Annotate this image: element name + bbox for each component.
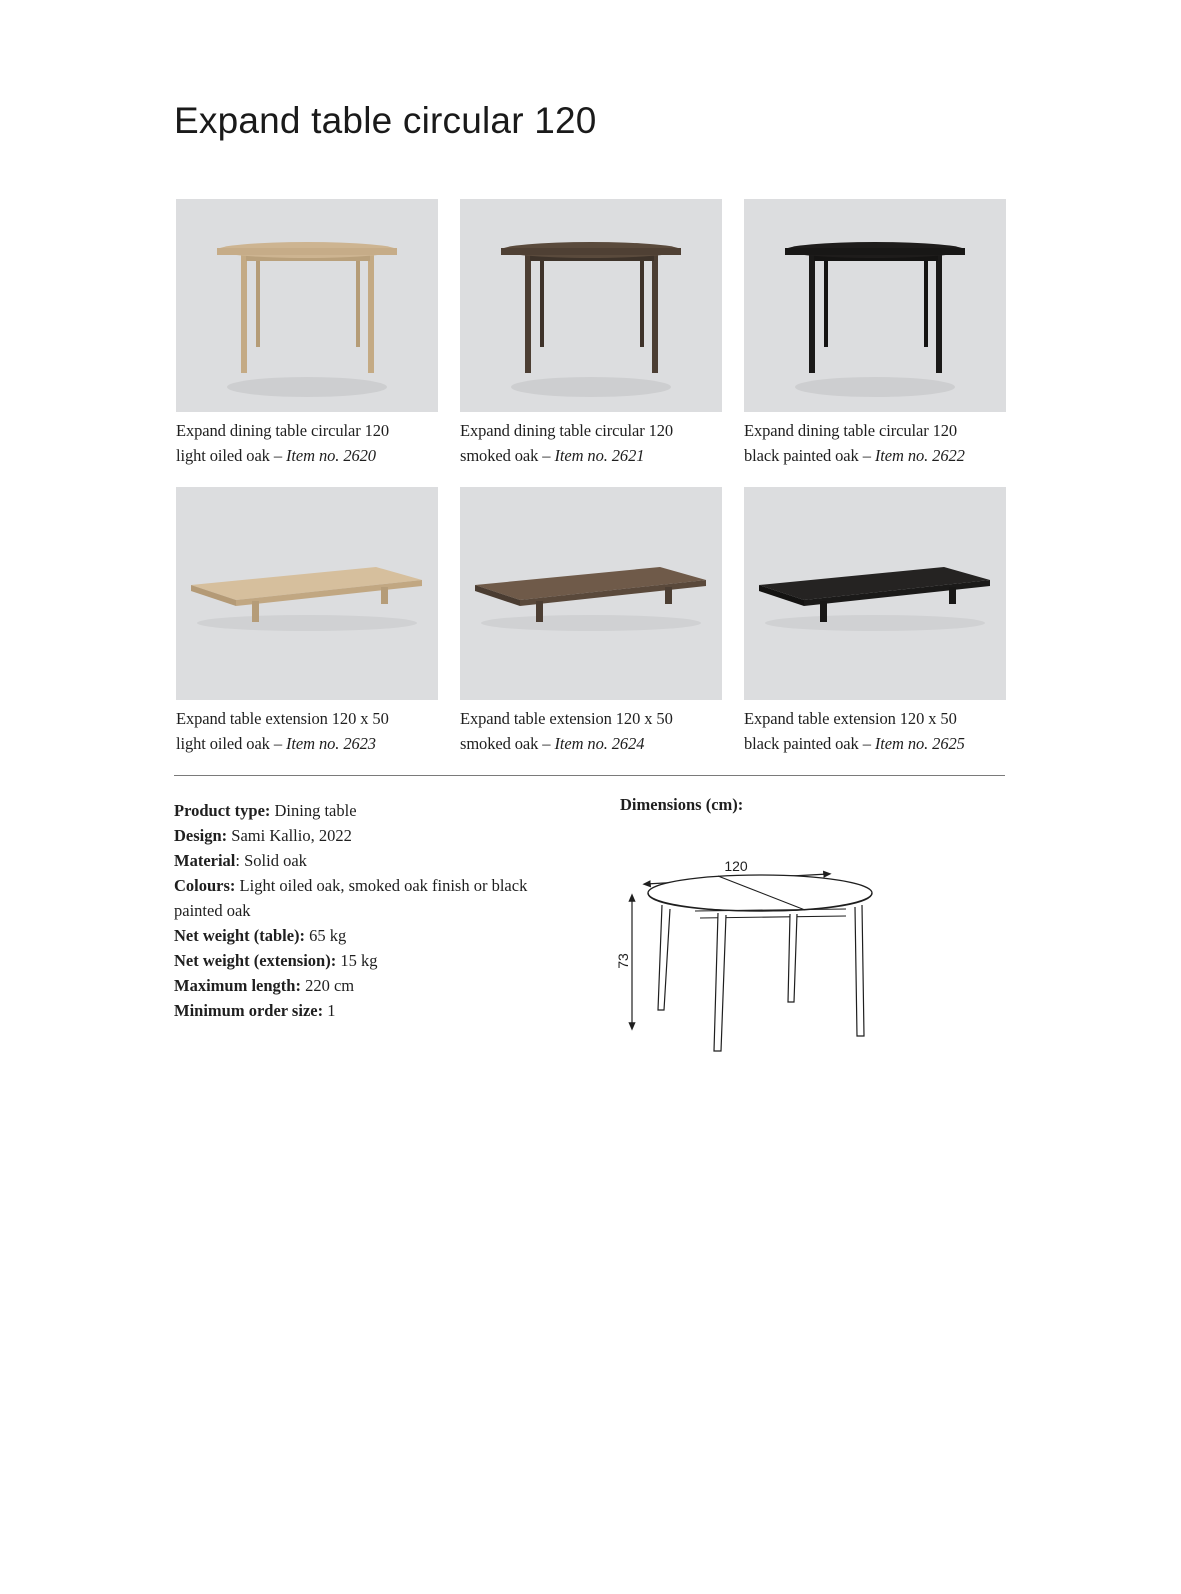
caption-separator: – [858, 734, 875, 753]
caption-separator: – [858, 446, 875, 465]
product-finish: light oiled oak [176, 734, 270, 753]
product-photo [744, 199, 1006, 412]
table-image [744, 199, 1006, 412]
product-photo [744, 487, 1006, 700]
caption-separator: – [269, 734, 287, 753]
product-name: Expand table extension 120 x 50 [744, 709, 957, 728]
product-finish: black painted oak [744, 734, 859, 753]
item-number: Item no. 2625 [874, 734, 965, 753]
table-image [176, 199, 438, 412]
product-caption [176, 418, 438, 468]
spec-list [174, 798, 574, 1023]
product-finish: smoked oak [460, 446, 539, 465]
product-name: Expand dining table circular 120 [460, 421, 674, 440]
product-name: Expand dining table circular 120 [176, 421, 390, 440]
caption-separator: – [538, 446, 555, 465]
product-finish: light oiled oak [176, 446, 270, 465]
product-name: Expand dining table circular 120 [744, 421, 958, 440]
height-label: 73 [615, 953, 631, 969]
item-number: Item no. 2622 [874, 446, 965, 465]
item-number: Item no. 2620 [286, 446, 376, 465]
product-caption [460, 706, 722, 756]
extension-image [744, 487, 1006, 700]
product-name: Expand table extension 120 x 50 [176, 709, 389, 728]
width-label: 120 [724, 858, 748, 874]
extension-image [460, 487, 722, 700]
spec-design: Design: Sami Kallio, 2022 [174, 826, 352, 845]
product-name: Expand table extension 120 x 50 [460, 709, 673, 728]
product-photo [176, 199, 438, 412]
spec-net-weight-table: Net weight (table): 65 kg [174, 926, 347, 945]
page-title: Expand table circular 120 [174, 100, 597, 141]
product-card [744, 199, 1006, 468]
product-card [460, 199, 722, 468]
product-caption [460, 418, 722, 468]
item-number: Item no. 2623 [286, 734, 376, 753]
product-card [744, 487, 1006, 756]
product-photo [460, 487, 722, 700]
product-card [176, 487, 438, 756]
spec-maximum-length: Maximum length: 220 cm [174, 976, 355, 995]
dimension-drawing [610, 855, 910, 1075]
extension-image [176, 487, 438, 700]
section-divider [174, 775, 1005, 776]
spec-minimum-order: Minimum order size: 1 [174, 1001, 336, 1020]
item-number: Item no. 2621 [554, 446, 645, 465]
product-caption [176, 706, 438, 756]
dimensions-title: Dimensions (cm): [620, 795, 744, 814]
table-image [460, 199, 722, 412]
spec-product-type: Product type: Dining table [174, 801, 357, 820]
spec-colours: Colours: Light oiled oak, smoked oak finish or black painted oak [174, 876, 528, 920]
caption-separator: – [538, 734, 555, 753]
product-caption [744, 418, 1006, 468]
product-finish: smoked oak [460, 734, 539, 753]
caption-separator: – [269, 446, 287, 465]
item-number: Item no. 2624 [554, 734, 645, 753]
product-photo [176, 487, 438, 700]
spec-material: Material: Solid oak [174, 851, 307, 870]
product-card [176, 199, 438, 468]
product-caption [744, 706, 1006, 756]
product-photo [460, 199, 722, 412]
spec-net-weight-extension: Net weight (extension): 15 kg [174, 951, 378, 970]
product-card [460, 487, 722, 756]
product-finish: black painted oak [744, 446, 859, 465]
